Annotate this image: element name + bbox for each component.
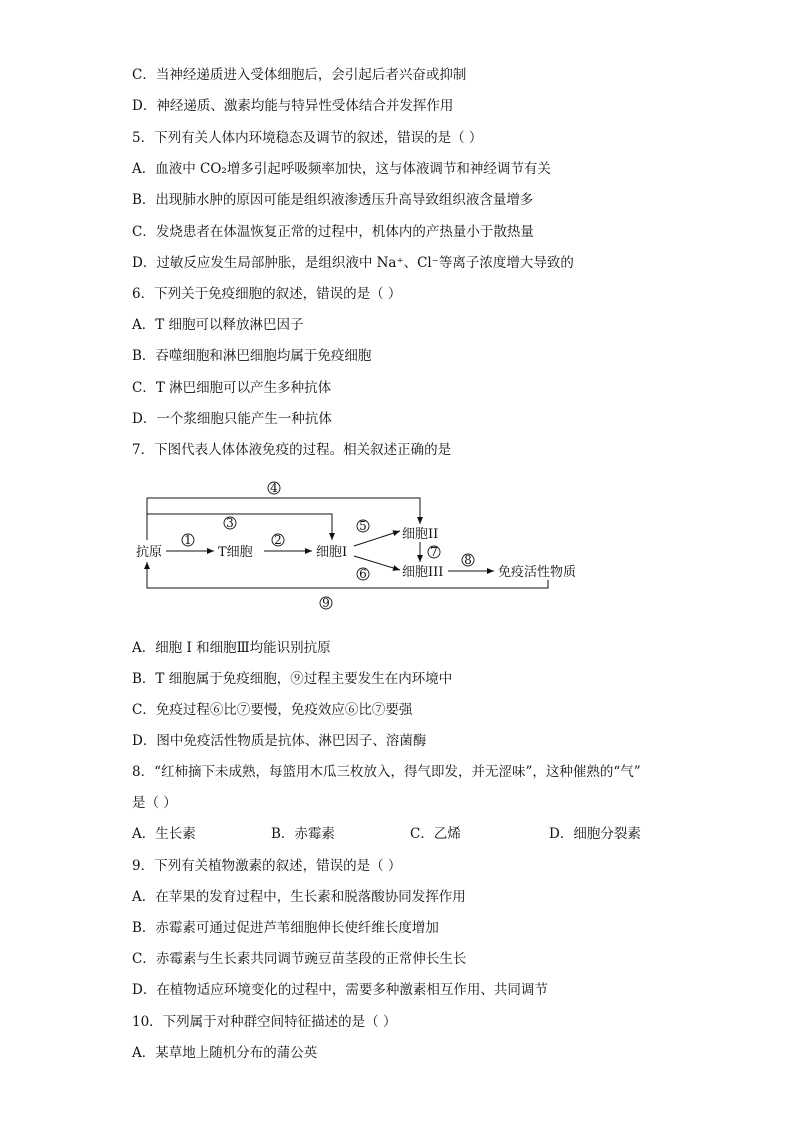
q8-stem: 8．“红柿摘下未成熟，每篮用木瓜三枚放入，得气即发，并无涩味”，这种催熟的“气” bbox=[132, 764, 641, 780]
q8-option-c: C．乙烯 bbox=[410, 826, 461, 842]
path-3 bbox=[147, 514, 332, 540]
q7-option-c: C．免疫过程⑥比⑦要慢，免疫效应⑥比⑦要强 bbox=[132, 702, 413, 718]
label-4 bbox=[268, 481, 280, 495]
q5-option-b: B．出现肺水肿的原因可能是组织液渗透压升高导致组织液含量增多 bbox=[132, 192, 534, 208]
q6-option-a: A．T 细胞可以释放淋巴因子 bbox=[132, 317, 304, 333]
arrow-5 bbox=[354, 531, 400, 546]
node-t-cell: T细胞 bbox=[218, 545, 253, 560]
label-8 bbox=[462, 553, 474, 567]
svg-text:8: 8 bbox=[464, 553, 472, 567]
svg-text:9: 9 bbox=[322, 596, 330, 610]
svg-text:5: 5 bbox=[359, 519, 367, 533]
svg-text:3: 3 bbox=[226, 516, 234, 530]
svg-text:6: 6 bbox=[359, 567, 367, 581]
q10-stem: 10．下列属于对种群空间特征描述的是（ ） bbox=[132, 1014, 397, 1030]
node-cell-1: 细胞I bbox=[316, 545, 348, 560]
label-3 bbox=[224, 516, 236, 530]
node-immune-active-substance: 免疫活性物质 bbox=[498, 565, 577, 580]
q7-stem: 7．下图代表人体体液免疫的过程。相关叙述正确的是 bbox=[132, 442, 452, 458]
svg-text:2: 2 bbox=[274, 533, 282, 547]
q9-stem: 9．下列有关植物激素的叙述，错误的是（ ） bbox=[132, 858, 402, 874]
label-6 bbox=[357, 567, 369, 581]
q9-option-d: D．在植物适应环境变化的过程中，需要多种激素相互作用、共同调节 bbox=[132, 982, 548, 998]
node-antigen: 抗原 bbox=[136, 545, 163, 560]
node-cell-2: 细胞II bbox=[402, 527, 439, 542]
svg-text:1: 1 bbox=[184, 533, 192, 547]
svg-text:7: 7 bbox=[430, 545, 438, 559]
path-9 bbox=[147, 562, 548, 588]
svg-text:4: 4 bbox=[270, 481, 278, 495]
q9-option-c: C．赤霉素与生长素共同调节豌豆苗茎段的正常伸长生长 bbox=[132, 951, 467, 967]
q9-option-b: B．赤霉素可通过促进芦苇细胞伸长使纤维长度增加 bbox=[132, 920, 439, 936]
q5-stem: 5．下列有关人体内环境稳态及调节的叙述，错误的是（ ） bbox=[132, 130, 483, 146]
label-7 bbox=[428, 545, 440, 559]
q6-option-d: D．一个浆细胞只能产生一种抗体 bbox=[132, 411, 332, 427]
q5-option-d: D．过敏反应发生局部肿胀，是组织液中 Na⁺、Cl⁻等离子浓度增大导致的 bbox=[132, 255, 574, 271]
q5-option-c: C．发烧患者在体温恢复正常的过程中，机体内的产热量小于散热量 bbox=[132, 224, 534, 240]
q9-option-a: A．在苹果的发育过程中，生长素和脱落酸协同发挥作用 bbox=[132, 889, 466, 905]
q6-stem: 6．下列关于免疫细胞的叙述，错误的是（ ） bbox=[132, 286, 402, 302]
label-1 bbox=[182, 533, 194, 547]
q7-option-b: B．T 细胞属于免疫细胞，⑨过程主要发生在内环境中 bbox=[132, 671, 453, 687]
q8-stem-cont: 是（ ） bbox=[132, 795, 177, 811]
q4-option-d: D．神经递质、激素均能与特异性受体结合并发挥作用 bbox=[132, 98, 454, 114]
q8-option-b: B．赤霉素 bbox=[271, 826, 335, 842]
q8-option-d: D．细胞分裂素 bbox=[549, 826, 641, 842]
q5-option-a: A．血液中 CO₂增多引起呼吸频率加快，这与体液调节和神经调节有关 bbox=[132, 161, 551, 177]
q8-options bbox=[132, 825, 641, 843]
q6-option-c: C．T 淋巴细胞可以产生多种抗体 bbox=[132, 380, 332, 396]
q7-option-a: A．细胞 I 和细胞Ⅲ均能识别抗原 bbox=[132, 640, 331, 656]
q4-option-c: C．当神经递质进入受体细胞后，会引起后者兴奋或抑制 bbox=[132, 67, 467, 83]
immune-process-diagram bbox=[132, 476, 602, 616]
q8-option-a: A．生长素 bbox=[132, 826, 196, 842]
label-5 bbox=[357, 519, 369, 533]
q6-option-b: B．吞噬细胞和淋巴细胞均属于免疫细胞 bbox=[132, 348, 372, 364]
q10-option-a: A．某草地上随机分布的蒲公英 bbox=[132, 1045, 318, 1061]
label-9 bbox=[320, 596, 332, 610]
q7-option-d: D．图中免疫活性物质是抗体、淋巴因子、溶菌酶 bbox=[132, 733, 427, 749]
node-cell-3: 细胞III bbox=[402, 565, 444, 580]
label-2 bbox=[272, 533, 284, 547]
